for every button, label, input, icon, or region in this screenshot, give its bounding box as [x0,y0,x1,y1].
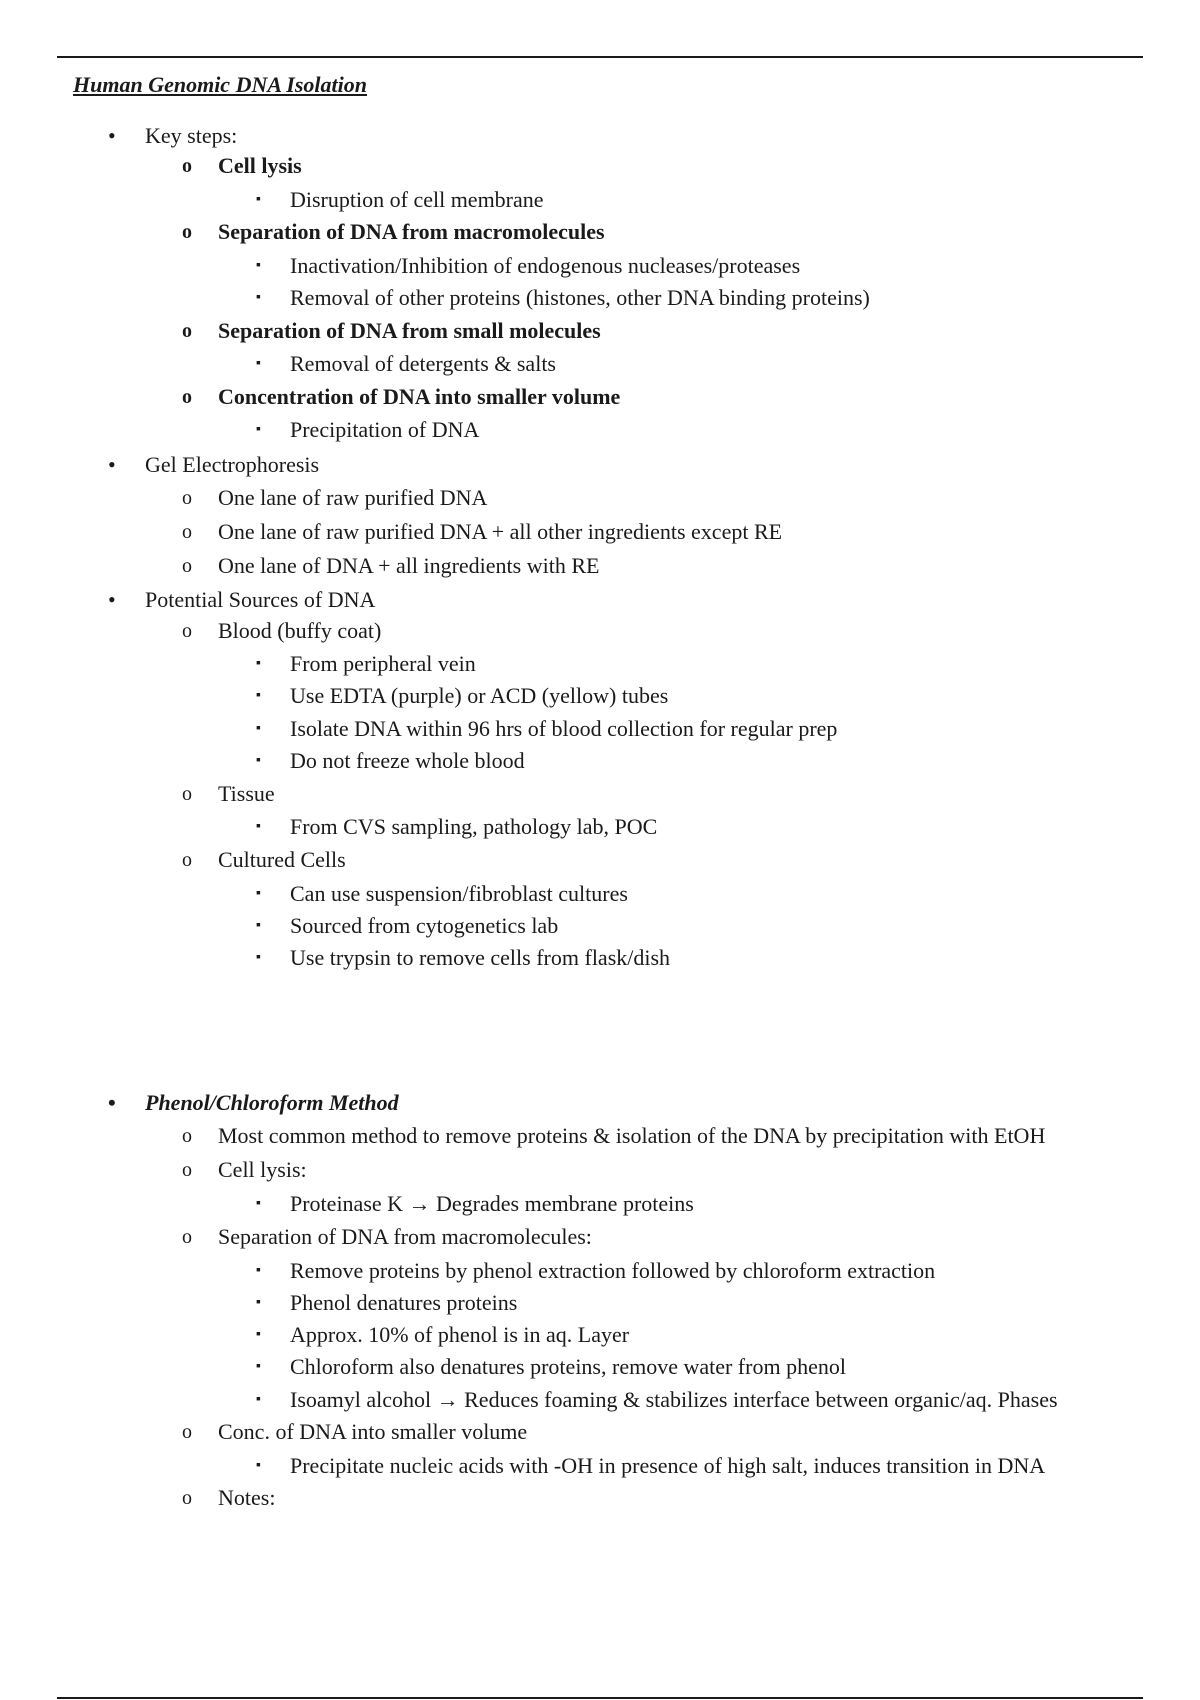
list-item-label: Concentration of DNA into smaller volume [218,384,621,409]
list-item-label: Use EDTA (purple) or ACD (yellow) tubes [290,683,669,708]
list-item-label: Tissue [218,781,275,806]
list-item-label: Precipitate nucleic acids with -OH in presence of high salt, induces transition in DNA [290,1453,1046,1478]
list-item-phenol [0,1089,1200,1117]
square-marker: ▪ [256,356,261,371]
list-item-label: Use trypsin to remove cells from flask/dish [290,945,671,970]
list-item [0,1353,1200,1381]
list-item [0,218,1200,246]
list-item [0,813,1200,841]
circle-marker: o [182,386,192,408]
square-marker: ▪ [256,918,261,933]
list-item [0,846,1200,874]
circle-marker: o [182,1421,192,1443]
list-item-sources [0,586,1200,614]
list-item [0,1321,1200,1349]
list-item [0,152,1200,180]
square-marker: ▪ [256,819,261,834]
square-marker: ▪ [256,950,261,965]
list-item-label: Cell lysis: [218,1157,307,1182]
bottom-rule [57,1697,1143,1699]
circle-marker: o [182,783,192,805]
list-item [0,252,1200,280]
list-item-label: Remove proteins by phenol extraction followed by chloroform extraction [290,1258,936,1283]
bullet-marker: • [108,123,116,148]
list-item [0,1190,1200,1218]
list-item-label: Separation of DNA from macromolecules [218,219,605,244]
list-item [0,1452,1200,1480]
list-item [0,747,1200,775]
list-item-label: Can use suspension/fibroblast cultures [290,881,628,906]
list-item [0,880,1200,908]
list-item-label: Isoamyl alcohol → Reduces foaming & stabilizes interface between organic/aq. Phases [290,1387,1058,1412]
square-marker: ▪ [256,422,261,437]
list-item [0,484,1200,512]
list-item-label: Cultured Cells [218,847,346,872]
circle-marker: o [182,1226,192,1248]
circle-marker: o [182,555,192,577]
list-item [0,617,1200,645]
list-item-label: Notes: [218,1485,276,1510]
list-item-label: Key steps: [145,123,238,148]
list-item [0,912,1200,940]
circle-marker: o [182,155,192,177]
list-item [0,1418,1200,1446]
list-item [0,186,1200,214]
list-item [0,518,1200,546]
list-item-label: Disruption of cell membrane [290,187,544,212]
list-item-label: Separation of DNA from small molecules [218,318,601,343]
square-marker: ▪ [256,1196,261,1211]
circle-marker: o [182,320,192,342]
list-item-label: Potential Sources of DNA [145,587,376,612]
list-item [0,317,1200,345]
square-marker: ▪ [256,1392,261,1407]
bullet-marker: • [108,587,116,612]
list-item-label: Proteinase K → Degrades membrane proteins [290,1191,694,1216]
list-item-label: Phenol/Chloroform Method [145,1090,399,1115]
list-item-label: Separation of DNA from macromolecules: [218,1224,592,1249]
list-item-label: One lane of DNA + all ingredients with RE [218,553,600,578]
list-item [0,780,1200,808]
list-item [0,1484,1200,1512]
list-item-label: Removal of other proteins (histones, other DNA binding proteins) [290,285,870,310]
square-marker: ▪ [256,721,261,736]
circle-marker: o [182,1487,192,1509]
circle-marker: o [182,221,192,243]
list-item [0,416,1200,444]
circle-marker: o [182,487,192,509]
list-item-label: Blood (buffy coat) [218,618,382,643]
square-marker: ▪ [256,258,261,273]
list-item-label: From CVS sampling, pathology lab, POC [290,814,658,839]
square-marker: ▪ [256,192,261,207]
circle-marker: o [182,620,192,642]
list-item-label: Chloroform also denatures proteins, remove water from phenol [290,1354,846,1379]
list-item [0,1257,1200,1285]
list-item-label: From peripheral vein [290,651,476,676]
square-marker: ▪ [256,753,261,768]
list-item [0,350,1200,378]
list-item [0,682,1200,710]
list-item [0,284,1200,312]
circle-marker: o [182,849,192,871]
list-item-label: Inactivation/Inhibition of endogenous nucleases/proteases [290,253,801,278]
list-item-label: Precipitation of DNA [290,417,480,442]
list-item-label: Sourced from cytogenetics lab [290,913,559,938]
list-item-label: Isolate DNA within 96 hrs of blood collection for regular prep [290,716,838,741]
square-marker: ▪ [256,1458,261,1473]
top-rule [57,56,1143,58]
bullet-marker: • [108,1090,116,1115]
square-marker: ▪ [256,1327,261,1342]
square-marker: ▪ [256,1359,261,1374]
list-item-label: Approx. 10% of phenol is in aq. Layer [290,1322,630,1347]
square-marker: ▪ [256,290,261,305]
list-item-label: Conc. of DNA into smaller volume [218,1419,528,1444]
square-marker: ▪ [256,1295,261,1310]
list-item-label: Do not freeze whole blood [290,748,525,773]
list-item-gel [0,451,1200,479]
list-item-label: Cell lysis [218,153,302,178]
square-marker: ▪ [256,656,261,671]
list-item [0,715,1200,743]
square-marker: ▪ [256,886,261,901]
list-item-key-steps [0,122,1200,150]
list-item-label: Phenol denatures proteins [290,1290,518,1315]
list-item [0,552,1200,580]
square-marker: ▪ [256,1263,261,1278]
list-item [0,383,1200,411]
list-item [0,944,1200,972]
list-item [0,1223,1200,1251]
list-item-label: Most common method to remove proteins & isolation of the DNA by precipitation with EtOH [218,1123,1046,1148]
list-item-label: One lane of raw purified DNA + all other ingredients except RE [218,519,783,544]
page-title: Human Genomic DNA Isolation [73,72,368,97]
list-item [0,650,1200,678]
list-item [0,1289,1200,1317]
circle-marker: o [182,521,192,543]
bullet-marker: • [108,452,116,477]
list-item [0,1156,1200,1184]
circle-marker: o [182,1125,192,1147]
list-item-label: Removal of detergents & salts [290,351,556,376]
circle-marker: o [182,1159,192,1181]
list-item [0,1122,1200,1150]
list-item [0,1386,1200,1414]
list-item-label: Gel Electrophoresis [145,452,320,477]
list-item-label: One lane of raw purified DNA [218,485,488,510]
square-marker: ▪ [256,688,261,703]
